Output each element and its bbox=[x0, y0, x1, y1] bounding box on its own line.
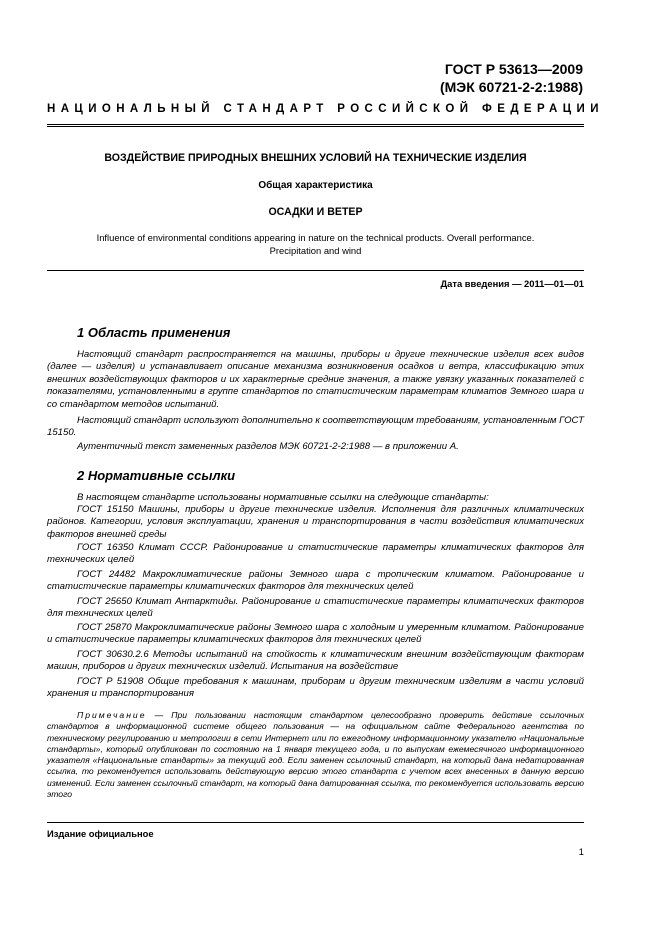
date-rule bbox=[47, 270, 584, 271]
english-title-line1: Influence of environmental conditions appearing in nature on the technical products. Overall performance. bbox=[96, 232, 535, 243]
gost-number: ГОСТ Р 53613—2009 bbox=[444, 61, 583, 77]
note-label: Примечание bbox=[77, 710, 147, 720]
header-rule-top bbox=[47, 124, 584, 125]
reference-item: ГОСТ 15150 Машины, приборы и другие технические изделия. Исполнения для различных климатических районов. Категории, условия эксплуатации, хранения и транспортирования в части воздействия климатических факторов внешней среды bbox=[47, 504, 584, 540]
footer-rule bbox=[47, 822, 584, 823]
reference-item: ГОСТ 30630.2.6 Методы испытаний на стойкость к климатическим внешним воздействующим факторам машин, приборов и других технических изделий. Испытания на воздействие bbox=[47, 649, 584, 673]
introduction-date: Дата введения — 2011—01—01 bbox=[440, 278, 584, 289]
english-title-line2: Precipitation and wind bbox=[269, 244, 362, 256]
document-title: ВОЗДЕЙСТВИЕ ПРИРОДНЫХ ВНЕШНИХ УСЛОВИЙ НА ТЕХНИЧЕСКИЕ ИЗДЕЛИЯ bbox=[104, 152, 527, 164]
standard-number-block bbox=[440, 60, 583, 96]
document-part-title: ОСАДКИ И ВЕТЕР bbox=[268, 206, 363, 218]
reference-item: ГОСТ 25650 Климат Антарктиды. Районирование и статистические параметры климатических факторов для технических целей bbox=[47, 596, 584, 620]
official-edition-label: Издание официальное bbox=[47, 828, 154, 839]
section1-paragraph2: Настоящий стандарт используют дополнительно к соответствующим требованиям, установленным ГОСТ 15150. bbox=[47, 415, 584, 439]
page-number: 1 bbox=[578, 847, 584, 858]
note-text: — При пользовании настоящим стандартом целесообразно проверить действие ссылочных стандартов в информационной системе общего пользования — на официальном сайте Федерального агентства по техническому регулированию и метрологии в сети Интернет или по ежегодному информационному указателю «Национальные стандарты», который опубликован по состоянию на 1 января текущего года, и по выпускам ежемесячного информационного указателя «Национальные стандарты» за текущий год. Если заменен ссылочный стандарт, на который дана недатированная ссылка, то рекомендуется использовать действующую версию этого стандарта с учетом всех внесенных в данную версию изменений. Если заменен ссылочный стандарт, на который дана датированная ссылка, то рекомендуется использовать версию этого bbox=[47, 710, 584, 800]
iec-number: (МЭК 60721-2-2:1988) bbox=[439, 79, 583, 95]
section2-intro: В настоящем стандарте использованы нормативные ссылки на следующие стандарты: bbox=[77, 492, 489, 503]
section1-paragraph1: Настоящий стандарт распространяется на машины, приборы и другие технические изделия всех видов (далее — изделия) и устанавливает описание механизма возникновения осадков и ветра, классификацию этих внешних воздействующих факторов и их характерные средние значения, а также увязку указанных показателей с показателями, установленными в группе стандартов по статистическим параметрам климатов Земного шара и со стандартом методов испытаний. bbox=[47, 349, 584, 410]
normative-note bbox=[47, 710, 584, 800]
reference-item: ГОСТ 25870 Макроклиматические районы Земного шара с холодным и умеренным климатом. Районирование и статистические параметры климатических факторов для технических целей bbox=[47, 622, 584, 646]
section1-paragraph3: Аутентичный текст замененных разделов МЭК 60721-2-2:1988 — в приложении А. bbox=[77, 441, 459, 452]
reference-item: ГОСТ 24482 Макроклиматические районы Земного шара с тропическим климатом. Районирование и статистические параметры климатических факторов для технических целей bbox=[47, 569, 584, 593]
section2-heading: 2 Нормативные ссылки bbox=[77, 468, 236, 483]
section1-heading: 1 Область применения bbox=[77, 325, 231, 340]
reference-item: ГОСТ Р 51908 Общие требования к машинам, приборам и другим техническим изделиям в части условий хранения и транспортирования bbox=[47, 676, 584, 700]
english-title bbox=[47, 232, 584, 257]
header-rule-bottom bbox=[47, 126, 584, 127]
document-subtitle: Общая характеристика bbox=[258, 180, 373, 191]
reference-item: ГОСТ 16350 Климат СССР. Районирование и статистические параметры климатических факторов для технических целей bbox=[47, 542, 584, 566]
national-standard-banner: НАЦИОНАЛЬНЫЙ СТАНДАРТ РОССИЙСКОЙ ФЕДЕРАЦИИ bbox=[47, 103, 604, 115]
